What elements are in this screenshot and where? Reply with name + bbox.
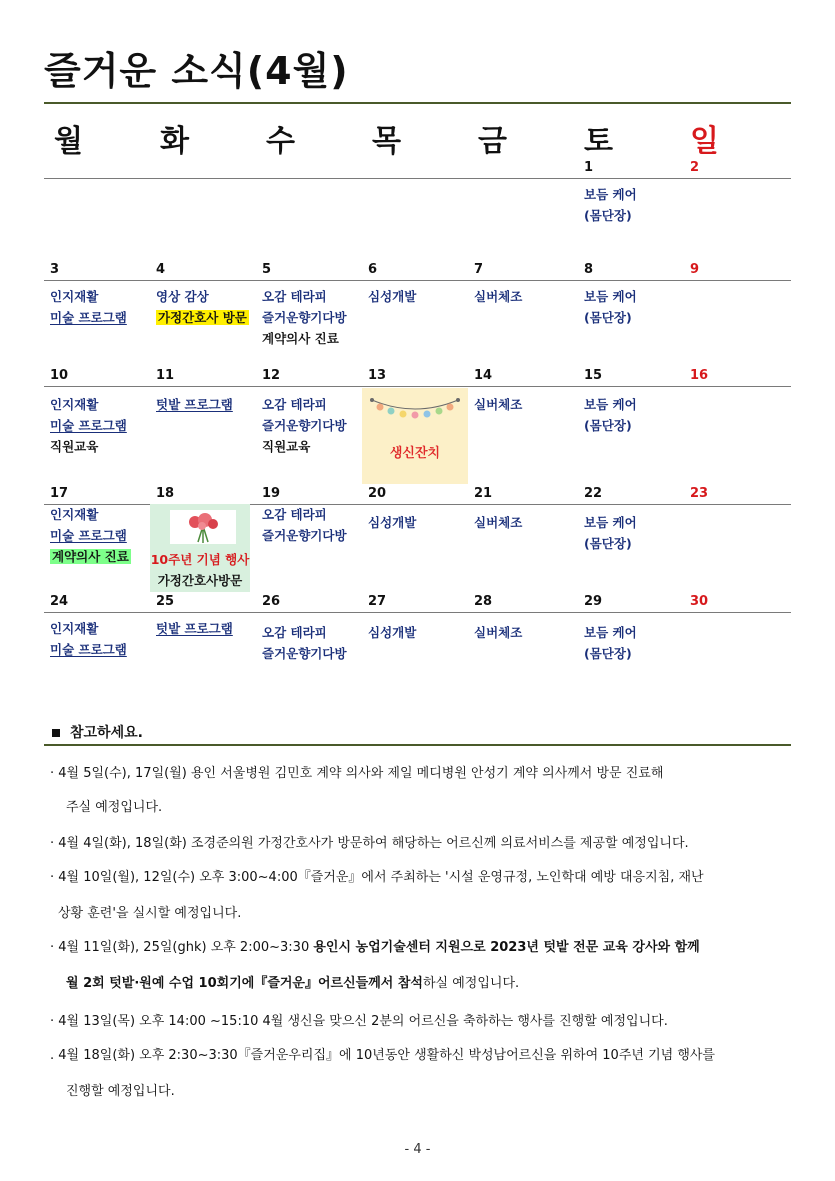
event-cell bbox=[50, 504, 156, 567]
notes-heading bbox=[52, 722, 143, 742]
event-cell bbox=[50, 618, 156, 660]
note-line: · 4월 5일(수), 17일(월) 용인 서울병원 김민호 계약 의사와 제일 메디병원 안성기 계약 의사께서 방문 진료해 bbox=[50, 766, 664, 781]
event-item: 인지재활 bbox=[50, 621, 99, 636]
event-cell bbox=[584, 512, 690, 554]
week-divider bbox=[44, 178, 791, 179]
event-item: 즐거운향기다방 bbox=[262, 310, 347, 325]
day-number: 15 bbox=[584, 368, 603, 383]
day-number: 6 bbox=[368, 262, 378, 277]
day-number: 22 bbox=[584, 486, 603, 501]
event-cell bbox=[584, 622, 690, 664]
day-number: 27 bbox=[368, 594, 387, 609]
event-item: 즐거운향기다방 bbox=[262, 418, 347, 433]
event-item: 보듬 케어 bbox=[584, 515, 637, 530]
event-cell bbox=[262, 622, 368, 664]
day-number: 23 bbox=[690, 486, 709, 501]
event-item: 실버체조 bbox=[474, 515, 523, 530]
day-number: 30 bbox=[690, 594, 709, 609]
note-line: · 4월 10일(월), 12일(수) 오후 3:00~4:00『즐거운』에서 주최하는 '시설 운영규정, 노인학대 예방 대응지침, 재난 bbox=[50, 870, 704, 885]
event-item: 텃밭 프로그램 bbox=[156, 621, 233, 636]
event-cell bbox=[50, 394, 156, 457]
event-item: 미술 프로그램 bbox=[50, 642, 127, 657]
event-item: (몸단장) bbox=[584, 646, 632, 661]
event-cell bbox=[584, 184, 690, 226]
note-text-bold: 월 2회 텃밭·원예 수업 10회기에『즐거운』어르신들께서 참석 bbox=[66, 976, 423, 991]
event-item: 계약의사 진료 bbox=[262, 331, 339, 346]
day-number: 11 bbox=[156, 368, 175, 383]
event-item: 심성개발 bbox=[368, 515, 417, 530]
weekday-thu: 목 bbox=[372, 124, 401, 159]
day-number: 26 bbox=[262, 594, 281, 609]
day-number: 19 bbox=[262, 486, 281, 501]
day-number: 29 bbox=[584, 594, 603, 609]
event-item: 텃밭 프로그램 bbox=[156, 397, 233, 412]
event-item: 심성개발 bbox=[368, 289, 417, 304]
event-cell bbox=[474, 394, 580, 415]
event-item: 심성개발 bbox=[368, 625, 417, 640]
event-item-highlight: 계약의사 진료 bbox=[52, 549, 129, 564]
event-item: 미술 프로그램 bbox=[50, 418, 127, 433]
note-line bbox=[50, 938, 790, 958]
event-item: 직원교육 bbox=[262, 439, 311, 454]
event-cell bbox=[474, 286, 580, 307]
event-item: (몸단장) bbox=[584, 310, 632, 325]
event-cell bbox=[368, 622, 474, 643]
event-item: 미술 프로그램 bbox=[50, 528, 127, 543]
page-title: 즐거운 소식(4월) bbox=[44, 49, 349, 93]
day-number: 13 bbox=[368, 368, 387, 383]
day-number: 7 bbox=[474, 262, 484, 277]
event-cell bbox=[262, 286, 368, 349]
event-item: (몸단장) bbox=[584, 536, 632, 551]
bullet-square-icon bbox=[52, 729, 60, 737]
event-item: 실버체조 bbox=[474, 289, 523, 304]
day-number: 25 bbox=[156, 594, 175, 609]
day-number: 20 bbox=[368, 486, 387, 501]
weekday-sun: 일 bbox=[690, 124, 719, 159]
event-item: 보듬 케어 bbox=[584, 397, 637, 412]
note-text-bold: 용인시 농업기술센터 지원으로 2023년 텃밭 전문 교육 강사와 함께 bbox=[313, 940, 700, 955]
day-number: 17 bbox=[50, 486, 69, 501]
birthday-party-image bbox=[362, 388, 468, 484]
event-item: (몸단장) bbox=[584, 418, 632, 433]
event-item: 즐거운향기다방 bbox=[262, 646, 347, 661]
weekday-fri: 금 bbox=[478, 124, 507, 159]
event-cell bbox=[50, 286, 156, 328]
note-text: · 4월 11일(화), 25일(ghk) 오후 2:00~3:30 bbox=[50, 940, 314, 955]
event-item: 실버체조 bbox=[474, 397, 523, 412]
day-number: 8 bbox=[584, 262, 594, 277]
day-number: 2 bbox=[690, 160, 700, 175]
anniversary-image bbox=[150, 504, 250, 592]
event-item: 인지재활 bbox=[50, 289, 99, 304]
day-number: 1 bbox=[584, 160, 594, 175]
carnation-icon bbox=[178, 512, 228, 544]
day-number: 21 bbox=[474, 486, 493, 501]
event-cell bbox=[262, 504, 368, 546]
event-cell bbox=[262, 394, 368, 457]
page-number: - 4 - bbox=[404, 1142, 431, 1157]
event-cell bbox=[156, 394, 262, 415]
day-number: 10 bbox=[50, 368, 69, 383]
event-item: 영상 감상 bbox=[156, 289, 209, 304]
event-cell bbox=[584, 286, 690, 328]
day-number: 12 bbox=[262, 368, 281, 383]
event-cell bbox=[368, 286, 474, 307]
note-line: 진행할 예정입니다. bbox=[66, 1084, 175, 1099]
weekday-sat: 토 bbox=[584, 124, 613, 159]
note-line bbox=[66, 974, 806, 994]
event-item: 실버체조 bbox=[474, 625, 523, 640]
day-number: 14 bbox=[474, 368, 493, 383]
notes-heading-text: 참고하세요. bbox=[70, 725, 143, 741]
event-cell bbox=[584, 394, 690, 436]
event-item: 직원교육 bbox=[50, 439, 99, 454]
week-divider bbox=[44, 280, 791, 281]
day-number: 3 bbox=[50, 262, 60, 277]
notes-divider bbox=[44, 744, 791, 746]
anniversary-label: 10주년 기념 행사 bbox=[150, 552, 250, 567]
event-item-highlight: 가정간호사 방문 bbox=[158, 310, 247, 325]
event-item: 보듬 케어 bbox=[584, 289, 637, 304]
day-number: 28 bbox=[474, 594, 493, 609]
day-number: 5 bbox=[262, 262, 272, 277]
event-item: 오감 테라피 bbox=[262, 397, 327, 412]
bunting-icon bbox=[370, 396, 460, 420]
weekday-wed: 수 bbox=[266, 124, 295, 159]
day-number: 24 bbox=[50, 594, 69, 609]
weekday-tue: 화 bbox=[160, 124, 189, 159]
event-item: 오감 테라피 bbox=[262, 625, 327, 640]
day-number: 16 bbox=[690, 368, 709, 383]
day-number: 9 bbox=[690, 262, 700, 277]
day-number: 4 bbox=[156, 262, 166, 277]
note-line: . 4월 18일(화) 오후 2:30~3:30『즐거운우리집』에 10년동안 생활하신 박성남어르신을 위하여 10주년 기념 행사를 bbox=[50, 1048, 715, 1063]
note-line: · 4월 13일(목) 오후 14:00 ~15:10 4월 생신을 맞으신 2분의 어르신을 축하하는 행사를 진행할 예정입니다. bbox=[50, 1014, 668, 1029]
event-item: 즐거운향기다방 bbox=[262, 528, 347, 543]
birthday-party-label: 생신잔치 bbox=[389, 446, 441, 461]
event-cell bbox=[156, 618, 262, 639]
event-cell bbox=[368, 512, 474, 533]
note-line: 상황 훈련'을 실시할 예정입니다. bbox=[58, 906, 242, 921]
event-item: 보듬 케어 bbox=[584, 187, 637, 202]
event-item: 미술 프로그램 bbox=[50, 310, 127, 325]
note-line: · 4월 4일(화), 18일(화) 조경준의원 가정간호사가 방문하여 해당하는 어르신께 의료서비스를 제공할 예정입니다. bbox=[50, 836, 689, 851]
event-item: 인지재활 bbox=[50, 397, 99, 412]
week-divider bbox=[44, 386, 791, 387]
weekday-mon: 월 bbox=[54, 124, 83, 159]
event-item: 오감 테라피 bbox=[262, 507, 327, 522]
title-divider bbox=[44, 102, 791, 104]
event-item: 인지재활 bbox=[50, 507, 99, 522]
event-cell bbox=[156, 286, 262, 328]
note-text: 하실 예정입니다. bbox=[422, 976, 520, 991]
event-cell bbox=[474, 512, 580, 533]
event-cell bbox=[474, 622, 580, 643]
day-number: 18 bbox=[156, 486, 175, 501]
note-line: 주실 예정입니다. bbox=[66, 800, 163, 815]
event-item: 오감 테라피 bbox=[262, 289, 327, 304]
event-item: 보듬 케어 bbox=[584, 625, 637, 640]
event-item: (몸단장) bbox=[584, 208, 632, 223]
event-item: 가정간호사방문 bbox=[157, 573, 243, 588]
week-divider bbox=[44, 612, 791, 613]
